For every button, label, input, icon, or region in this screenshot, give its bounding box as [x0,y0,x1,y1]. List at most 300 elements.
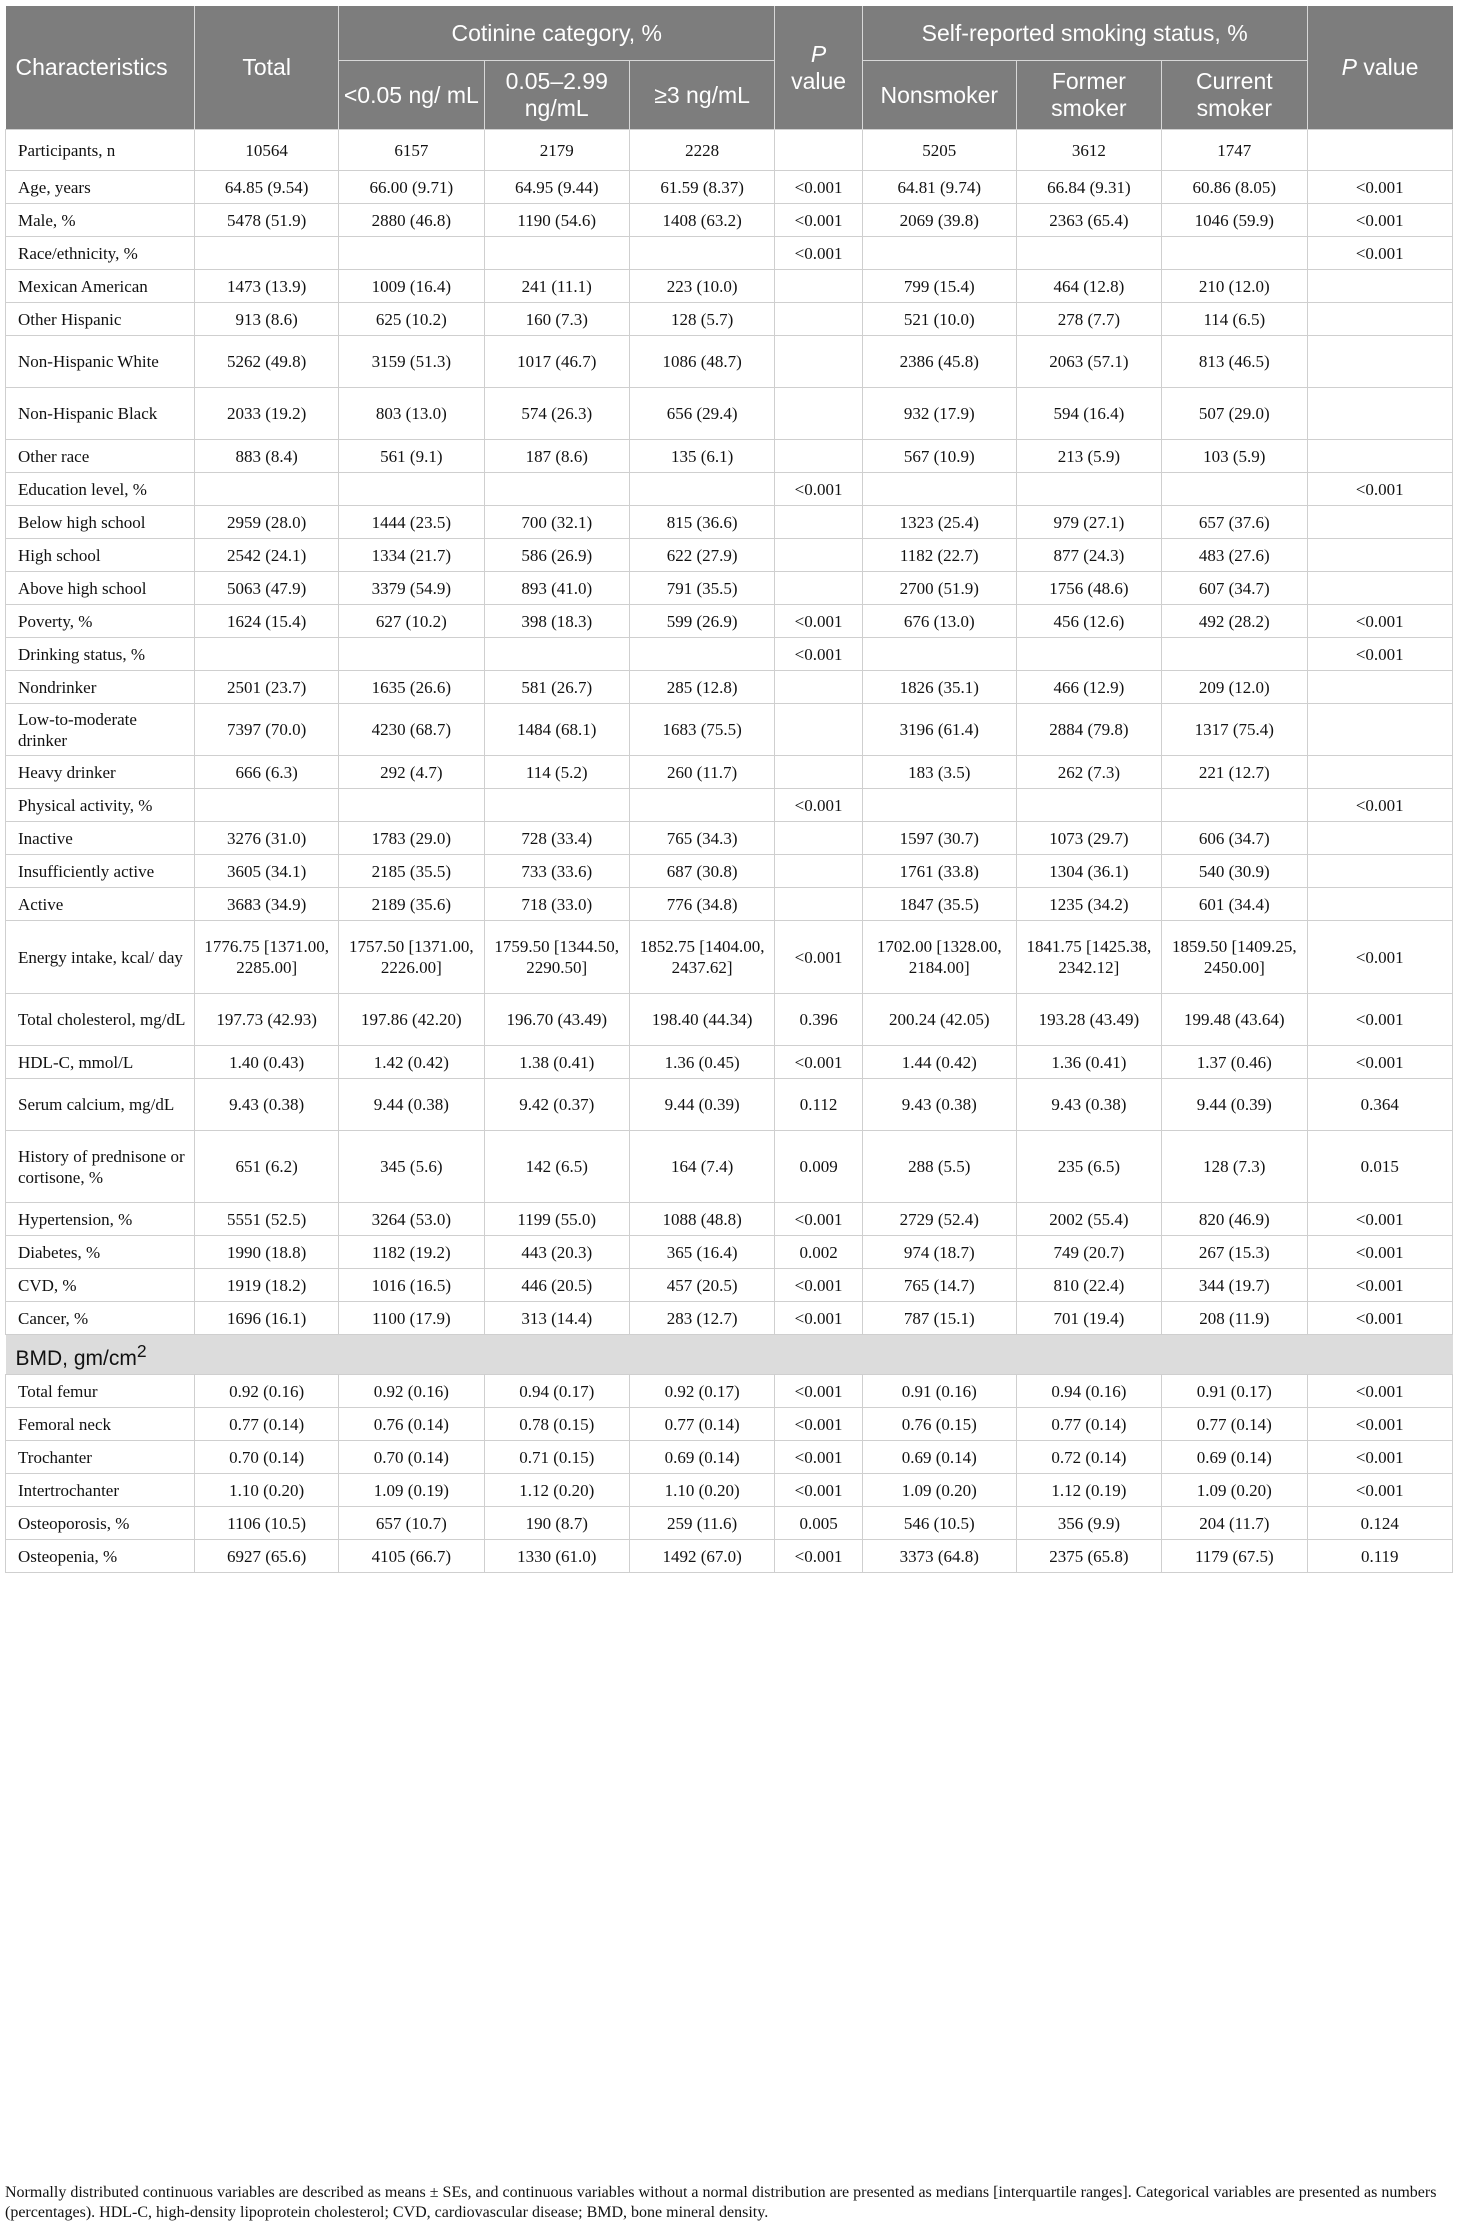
cell-total: 64.85 (9.54) [195,171,339,204]
cell-s1: 2729 (52.4) [862,1203,1016,1236]
cell-c1: 2880 (46.8) [339,204,484,237]
table-row [6,921,1453,994]
cell-s1: 546 (10.5) [862,1507,1016,1540]
cell-p2 [1307,572,1453,605]
cell-s2: 3612 [1016,130,1161,171]
section-row-bmd [6,1335,1453,1375]
cell-p1 [775,539,863,572]
cell-p1 [775,888,863,921]
cell-total: 666 (6.3) [195,756,339,789]
row-label: High school [6,539,195,572]
cell-p2: 0.015 [1307,1131,1453,1203]
cell-total: 0.77 (0.14) [195,1408,339,1441]
cell-p2: <0.001 [1307,1375,1453,1408]
cell-s2: 2002 (55.4) [1016,1203,1161,1236]
header-p-value-smoking [1307,6,1453,130]
row-label: Other race [6,440,195,473]
cell-s3: 1.37 (0.46) [1162,1046,1307,1079]
cell-p2 [1307,130,1453,171]
cell-p2: <0.001 [1307,1408,1453,1441]
table-row [6,171,1453,204]
table-row [6,388,1453,440]
cell-c2: 581 (26.7) [484,671,629,704]
cell-p1 [775,572,863,605]
row-label: CVD, % [6,1269,195,1302]
cell-s1: 288 (5.5) [862,1131,1016,1203]
header-p-value-cotinine [775,6,863,130]
cell-s3 [1162,789,1307,822]
cell-s3: 199.48 (43.64) [1162,994,1307,1046]
cell-p1: <0.001 [775,1540,863,1573]
table-row [6,539,1453,572]
cell-s3: 607 (34.7) [1162,572,1307,605]
cell-c3 [629,789,774,822]
cell-s1: 1.44 (0.42) [862,1046,1016,1079]
cell-c2: 718 (33.0) [484,888,629,921]
cell-c2: 1.38 (0.41) [484,1046,629,1079]
p-italic-2: P [1341,54,1357,80]
table-header [6,6,1453,130]
cell-s1: 2700 (51.9) [862,572,1016,605]
cell-p2 [1307,539,1453,572]
cell-p1 [775,822,863,855]
cell-p1: <0.001 [775,1408,863,1441]
cell-c2 [484,789,629,822]
cell-total: 5063 (47.9) [195,572,339,605]
cell-c2: 2179 [484,130,629,171]
table-row [6,1203,1453,1236]
cell-s2: 66.84 (9.31) [1016,171,1161,204]
cell-s2: 701 (19.4) [1016,1302,1161,1335]
row-label: Male, % [6,204,195,237]
cell-p2: <0.001 [1307,171,1453,204]
table-row [6,1441,1453,1474]
cell-c3: 283 (12.7) [629,1302,774,1335]
cell-s3: 1747 [1162,130,1307,171]
row-label: Race/ethnicity, % [6,237,195,270]
table-row [6,1507,1453,1540]
table-row [6,572,1453,605]
cell-s1: 1702.00 [1328.00, 2184.00] [862,921,1016,994]
cell-p2: <0.001 [1307,638,1453,671]
cell-p2 [1307,303,1453,336]
cell-p2: <0.001 [1307,204,1453,237]
table-row [6,756,1453,789]
p-italic: P [810,40,827,67]
row-label: Non-Hispanic White [6,336,195,388]
cell-c2: 64.95 (9.44) [484,171,629,204]
cell-total: 913 (8.6) [195,303,339,336]
cell-s2 [1016,473,1161,506]
row-label: Other Hispanic [6,303,195,336]
table-container [5,6,1453,1573]
cell-c3: 1.36 (0.45) [629,1046,774,1079]
table-row [6,994,1453,1046]
table-row [6,789,1453,822]
cell-s3: 507 (29.0) [1162,388,1307,440]
header-current-smoker: Current smoker [1162,61,1307,130]
cell-p1: <0.001 [775,1302,863,1335]
header-cotinine-category: Cotinine category, % [339,6,775,61]
cell-p1: 0.396 [775,994,863,1046]
cell-s1: 200.24 (42.05) [862,994,1016,1046]
cell-s3: 208 (11.9) [1162,1302,1307,1335]
cell-total: 1106 (10.5) [195,1507,339,1540]
cell-p1 [775,303,863,336]
cell-s1: 2386 (45.8) [862,336,1016,388]
cell-c2 [484,638,629,671]
cell-s3: 820 (46.9) [1162,1203,1307,1236]
header-cotinine-low: <0.05 ng/ mL [339,61,484,130]
cell-p1 [775,704,863,756]
cell-c2: 733 (33.6) [484,855,629,888]
row-label: Total femur [6,1375,195,1408]
cell-c2: 1190 (54.6) [484,204,629,237]
cell-c1: 657 (10.7) [339,1507,484,1540]
row-label: Non-Hispanic Black [6,388,195,440]
cell-c2: 1759.50 [1344.50, 2290.50] [484,921,629,994]
cell-c1: 1444 (23.5) [339,506,484,539]
cell-p1: <0.001 [775,1375,863,1408]
cell-total: 1990 (18.8) [195,1236,339,1269]
cell-s2: 2363 (65.4) [1016,204,1161,237]
p-value-word: value [791,67,847,94]
cell-c3: 135 (6.1) [629,440,774,473]
cell-s1: 1323 (25.4) [862,506,1016,539]
row-label: Inactive [6,822,195,855]
cell-c3: 259 (11.6) [629,1507,774,1540]
cell-c2: 160 (7.3) [484,303,629,336]
table-footnote: Normally distributed continuous variables are described as means ± SEs, and continuous variables without a normal distribution are presented as medians [interquartile ranges]. Categorical variables are presented as numbers (percentages). HDL-C, high-density lipoprotein cholesterol; CVD, cardiovascular disease; BMD, bone mineral density. [5,2184,1437,2221]
cell-total: 10564 [195,130,339,171]
cell-c1 [339,638,484,671]
cell-s3: 0.77 (0.14) [1162,1408,1307,1441]
cell-s1: 932 (17.9) [862,388,1016,440]
cell-c3: 128 (5.7) [629,303,774,336]
cell-c1: 6157 [339,130,484,171]
cell-s1: 5205 [862,130,1016,171]
cell-s2: 464 (12.8) [1016,270,1161,303]
cell-c1: 1.09 (0.19) [339,1474,484,1507]
cell-p1: <0.001 [775,204,863,237]
section-label-sup: 2 [136,1340,147,1361]
cell-p2: 0.364 [1307,1079,1453,1131]
cell-s1: 676 (13.0) [862,605,1016,638]
cell-s2: 810 (22.4) [1016,1269,1161,1302]
row-label: Age, years [6,171,195,204]
cell-p2: <0.001 [1307,1474,1453,1507]
cell-c1 [339,237,484,270]
cell-p1: <0.001 [775,1203,863,1236]
cell-p1: <0.001 [775,1046,863,1079]
cell-p1 [775,336,863,388]
cell-p1 [775,671,863,704]
cell-s2: 1235 (34.2) [1016,888,1161,921]
row-label: Poverty, % [6,605,195,638]
cell-p2 [1307,336,1453,388]
cell-c1: 0.76 (0.14) [339,1408,484,1441]
cell-s3: 210 (12.0) [1162,270,1307,303]
cell-c1: 4105 (66.7) [339,1540,484,1573]
cell-total: 5478 (51.9) [195,204,339,237]
cell-s3: 344 (19.7) [1162,1269,1307,1302]
cell-c2: 1199 (55.0) [484,1203,629,1236]
cell-total: 9.43 (0.38) [195,1079,339,1131]
row-label: Drinking status, % [6,638,195,671]
cell-c1: 3379 (54.9) [339,572,484,605]
table-row [6,204,1453,237]
cell-c3: 1088 (48.8) [629,1203,774,1236]
cell-c2: 241 (11.1) [484,270,629,303]
cell-c3: 61.59 (8.37) [629,171,774,204]
cell-c1: 1334 (21.7) [339,539,484,572]
row-label: Education level, % [6,473,195,506]
cell-c3: 198.40 (44.34) [629,994,774,1046]
table-row [6,336,1453,388]
cell-c1: 2189 (35.6) [339,888,484,921]
cell-total: 197.73 (42.93) [195,994,339,1046]
cell-p2: <0.001 [1307,473,1453,506]
cell-s1: 1182 (22.7) [862,539,1016,572]
cell-total [195,473,339,506]
cell-total: 651 (6.2) [195,1131,339,1203]
cell-s2: 278 (7.7) [1016,303,1161,336]
cell-s2: 877 (24.3) [1016,539,1161,572]
cell-total: 2033 (19.2) [195,388,339,440]
row-label: HDL-C, mmol/L [6,1046,195,1079]
p-value-word-2: value [1363,54,1419,80]
cell-c1: 1016 (16.5) [339,1269,484,1302]
cell-c2: 1484 (68.1) [484,704,629,756]
cell-total [195,638,339,671]
row-label: Femoral neck [6,1408,195,1441]
cell-total: 883 (8.4) [195,440,339,473]
cell-p1: <0.001 [775,1441,863,1474]
cell-total: 3276 (31.0) [195,822,339,855]
cell-c3: 1086 (48.7) [629,336,774,388]
cell-c3: 1408 (63.2) [629,204,774,237]
cell-s1: 787 (15.1) [862,1302,1016,1335]
table-row [6,671,1453,704]
cell-p2: <0.001 [1307,237,1453,270]
cell-c1: 292 (4.7) [339,756,484,789]
cell-s1: 3196 (61.4) [862,704,1016,756]
cell-c3: 622 (27.9) [629,539,774,572]
cell-s2: 9.43 (0.38) [1016,1079,1161,1131]
cell-p2 [1307,440,1453,473]
cell-total: 2542 (24.1) [195,539,339,572]
cell-p1: <0.001 [775,1474,863,1507]
cell-s2: 466 (12.9) [1016,671,1161,704]
cell-p2 [1307,704,1453,756]
cell-p1: <0.001 [775,921,863,994]
cell-total: 5551 (52.5) [195,1203,339,1236]
cell-p2 [1307,888,1453,921]
cell-c2 [484,473,629,506]
cell-total: 1.10 (0.20) [195,1474,339,1507]
cell-s3: 209 (12.0) [1162,671,1307,704]
cell-s2: 262 (7.3) [1016,756,1161,789]
cell-s2: 0.77 (0.14) [1016,1408,1161,1441]
table-row [6,1540,1453,1573]
cell-p1 [775,506,863,539]
cell-c1: 2185 (35.5) [339,855,484,888]
cell-total: 5262 (49.8) [195,336,339,388]
cell-c2: 114 (5.2) [484,756,629,789]
cell-s2: 2063 (57.1) [1016,336,1161,388]
cell-s2: 193.28 (43.49) [1016,994,1161,1046]
cell-s1 [862,237,1016,270]
cell-s3: 606 (34.7) [1162,822,1307,855]
cell-s1: 521 (10.0) [862,303,1016,336]
row-label: Nondrinker [6,671,195,704]
section-label-text: BMD, gm/cm [15,1346,137,1370]
cell-s3: 1.09 (0.20) [1162,1474,1307,1507]
cell-c1: 625 (10.2) [339,303,484,336]
cell-p1: 0.009 [775,1131,863,1203]
table-row [6,704,1453,756]
row-label: Low-to-moderate drinker [6,704,195,756]
cell-p1 [775,440,863,473]
cell-c3: 765 (34.3) [629,822,774,855]
cell-s1 [862,789,1016,822]
table-row [6,822,1453,855]
cell-total: 1919 (18.2) [195,1269,339,1302]
cell-s3: 204 (11.7) [1162,1507,1307,1540]
cell-p2 [1307,855,1453,888]
cell-s1: 1761 (33.8) [862,855,1016,888]
cell-c2: 187 (8.6) [484,440,629,473]
cell-c2: 0.78 (0.15) [484,1408,629,1441]
cell-total: 3605 (34.1) [195,855,339,888]
cell-c1: 197.86 (42.20) [339,994,484,1046]
cell-total: 3683 (34.9) [195,888,339,921]
cell-c3: 457 (20.5) [629,1269,774,1302]
cell-p2 [1307,506,1453,539]
cell-p1: <0.001 [775,237,863,270]
cell-c2: 142 (6.5) [484,1131,629,1203]
cell-c1: 66.00 (9.71) [339,171,484,204]
cell-p1: <0.001 [775,473,863,506]
cell-s3: 483 (27.6) [1162,539,1307,572]
cell-c1: 803 (13.0) [339,388,484,440]
cell-c2: 443 (20.3) [484,1236,629,1269]
header-smoking-status: Self-reported smoking status, % [862,6,1307,61]
row-label: Mexican American [6,270,195,303]
cell-p2: <0.001 [1307,994,1453,1046]
cell-s2: 213 (5.9) [1016,440,1161,473]
cell-p1: 0.005 [775,1507,863,1540]
cell-s2: 2375 (65.8) [1016,1540,1161,1573]
cell-c2: 1017 (46.7) [484,336,629,388]
cell-s2: 1.36 (0.41) [1016,1046,1161,1079]
cell-c2: 893 (41.0) [484,572,629,605]
table-row [6,303,1453,336]
cell-c3: 599 (26.9) [629,605,774,638]
cell-s3: 1179 (67.5) [1162,1540,1307,1573]
cell-s3: 0.91 (0.17) [1162,1375,1307,1408]
table-row [6,888,1453,921]
row-label: Above high school [6,572,195,605]
cell-s2: 235 (6.5) [1016,1131,1161,1203]
cell-s1: 0.69 (0.14) [862,1441,1016,1474]
cell-c2: 0.71 (0.15) [484,1441,629,1474]
table-row [6,855,1453,888]
cell-c1: 1757.50 [1371.00, 2226.00] [339,921,484,994]
cell-c1: 4230 (68.7) [339,704,484,756]
cell-s3: 9.44 (0.39) [1162,1079,1307,1131]
cell-s3: 657 (37.6) [1162,506,1307,539]
cell-s1: 64.81 (9.74) [862,171,1016,204]
table-row [6,506,1453,539]
cell-p2: <0.001 [1307,605,1453,638]
cell-s1: 183 (3.5) [862,756,1016,789]
cell-p2: <0.001 [1307,1269,1453,1302]
cell-total: 1776.75 [1371.00, 2285.00] [195,921,339,994]
cell-p1: <0.001 [775,605,863,638]
cell-s3: 601 (34.4) [1162,888,1307,921]
cell-s2: 979 (27.1) [1016,506,1161,539]
table-row [6,605,1453,638]
cell-p2: <0.001 [1307,1302,1453,1335]
cell-s2: 1.12 (0.19) [1016,1474,1161,1507]
cell-c1: 3159 (51.3) [339,336,484,388]
header-characteristics: Characteristics [6,6,195,130]
cell-s2: 0.94 (0.16) [1016,1375,1161,1408]
row-label: Active [6,888,195,921]
row-label: Below high school [6,506,195,539]
cell-c3 [629,237,774,270]
cell-s2: 1304 (36.1) [1016,855,1161,888]
cell-c2: 9.42 (0.37) [484,1079,629,1131]
cell-s2 [1016,638,1161,671]
cell-c2: 728 (33.4) [484,822,629,855]
cell-p1 [775,130,863,171]
cell-c1: 0.70 (0.14) [339,1441,484,1474]
cell-p2: 0.119 [1307,1540,1453,1573]
cell-total: 1473 (13.9) [195,270,339,303]
cell-s1: 799 (15.4) [862,270,1016,303]
cell-c3: 9.44 (0.39) [629,1079,774,1131]
cell-total: 0.70 (0.14) [195,1441,339,1474]
cell-s1: 3373 (64.8) [862,1540,1016,1573]
cell-s3: 540 (30.9) [1162,855,1307,888]
cell-c3: 1683 (75.5) [629,704,774,756]
cell-s1: 567 (10.9) [862,440,1016,473]
cell-total [195,789,339,822]
cell-s2: 594 (16.4) [1016,388,1161,440]
cell-c1: 3264 (53.0) [339,1203,484,1236]
cell-s2: 456 (12.6) [1016,605,1161,638]
cell-c3 [629,473,774,506]
cell-s1: 1.09 (0.20) [862,1474,1016,1507]
cell-p2 [1307,756,1453,789]
cell-s1: 0.76 (0.15) [862,1408,1016,1441]
table-row [6,130,1453,171]
row-label: Intertrochanter [6,1474,195,1507]
row-label: Osteoporosis, % [6,1507,195,1540]
cell-s2: 1756 (48.6) [1016,572,1161,605]
table-row [6,270,1453,303]
cell-c2: 313 (14.4) [484,1302,629,1335]
cell-c1 [339,473,484,506]
cell-s1 [862,638,1016,671]
cell-c3: 1492 (67.0) [629,1540,774,1573]
cell-c3: 0.69 (0.14) [629,1441,774,1474]
row-label: Heavy drinker [6,756,195,789]
cell-s3: 221 (12.7) [1162,756,1307,789]
row-label: Insufficiently active [6,855,195,888]
